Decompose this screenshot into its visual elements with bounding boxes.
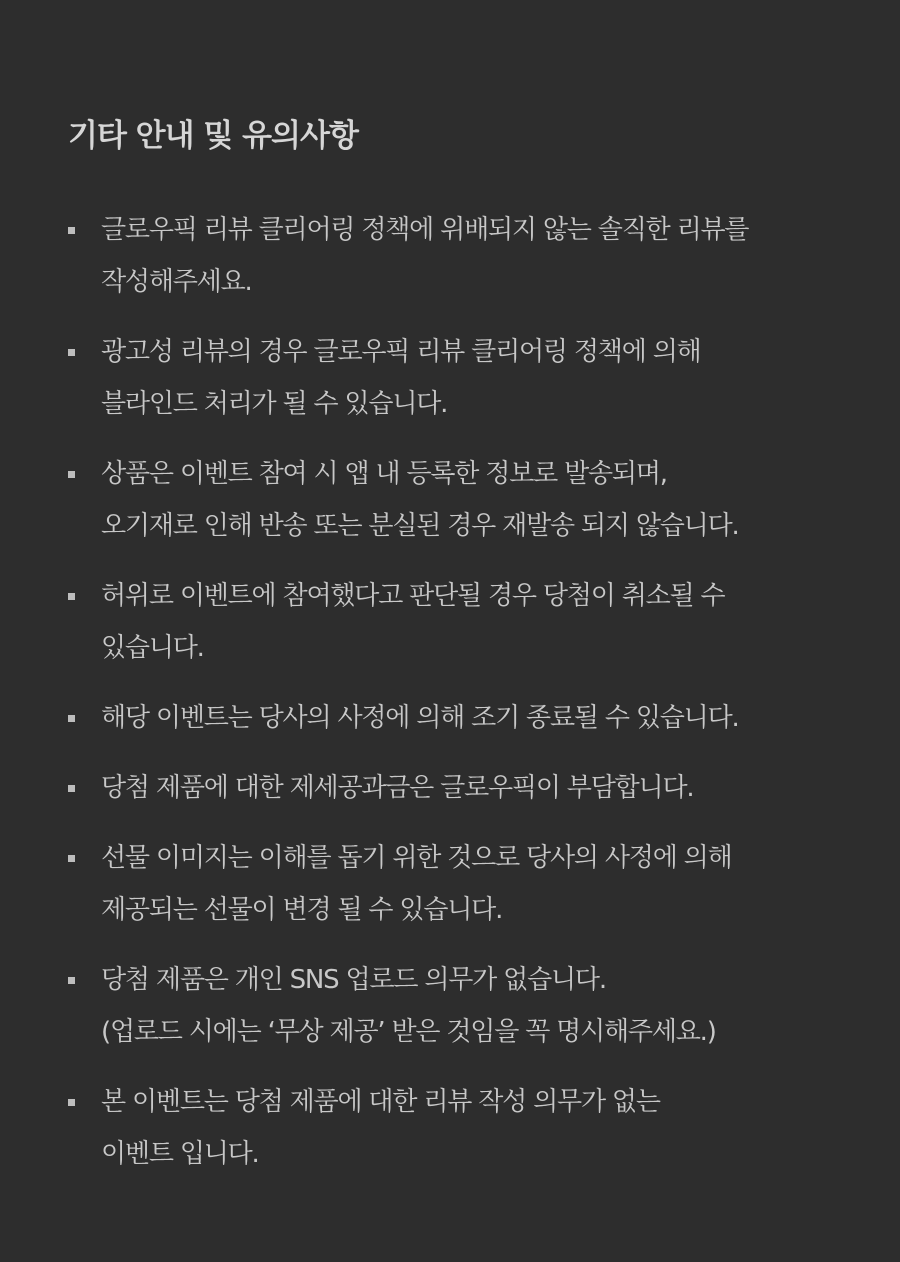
notice-text-line: 제공되는 선물이 변경 될 수 있습니다. <box>101 895 503 925</box>
list-item <box>68 448 840 552</box>
list-item <box>68 832 840 936</box>
square-bullet-icon <box>68 227 75 234</box>
notice-text-line: 광고성 리뷰의 경우 글로우픽 리뷰 클리어링 정책에 의해 <box>101 337 701 367</box>
list-item <box>68 204 840 308</box>
notice-text-line: 오기재로 인해 반송 또는 분실된 경우 재발송 되지 않습니다. <box>101 511 739 541</box>
square-bullet-icon <box>68 715 75 722</box>
notice-title: 기타 안내 및 유의사항 <box>68 118 358 154</box>
notice-text-line: 당첨 제품은 개인 SNS 업로드 의무가 없습니다. <box>101 965 606 995</box>
square-bullet-icon <box>68 593 75 600</box>
notice-text-line: 블라인드 처리가 될 수 있습니다. <box>101 389 448 419</box>
notice-text-line: 글로우픽 리뷰 클리어링 정책에 위배되지 않는 솔직한 리뷰를 <box>101 215 749 245</box>
square-bullet-icon <box>68 1099 75 1106</box>
list-item <box>68 762 840 814</box>
notice-text-line: 이벤트 입니다. <box>101 1139 259 1169</box>
square-bullet-icon <box>68 855 75 862</box>
notice-text-line: 본 이벤트는 당첨 제품에 대한 리뷰 작성 의무가 없는 <box>101 1087 660 1117</box>
notice-text-line: (업로드 시에는 ‘무상 제공’ 받은 것임을 꼭 명시해주세요.) <box>101 1017 716 1047</box>
notice-text-line: 선물 이미지는 이해를 돕기 위한 것으로 당사의 사정에 의해 <box>101 843 732 873</box>
list-item <box>68 954 840 1058</box>
notice-text-line: 상품은 이벤트 참여 시 앱 내 등록한 정보로 발송되며, <box>101 459 667 489</box>
notice-text-line: 해당 이벤트는 당사의 사정에 의해 조기 종료될 수 있습니다. <box>101 703 739 733</box>
notice-list <box>68 204 840 1180</box>
list-item <box>68 1076 840 1180</box>
square-bullet-icon <box>68 977 75 984</box>
list-item <box>68 692 840 744</box>
list-item <box>68 570 840 674</box>
notice-text-line: 허위로 이벤트에 참여했다고 판단될 경우 당첨이 취소될 수 <box>101 581 725 611</box>
notice-text-line: 작성해주세요. <box>101 267 252 297</box>
square-bullet-icon <box>68 785 75 792</box>
square-bullet-icon <box>68 349 75 356</box>
notice-text-line: 있습니다. <box>101 633 204 663</box>
square-bullet-icon <box>68 471 75 478</box>
list-item <box>68 326 840 430</box>
notice-text-line: 당첨 제품에 대한 제세공과금은 글로우픽이 부담합니다. <box>101 773 694 803</box>
